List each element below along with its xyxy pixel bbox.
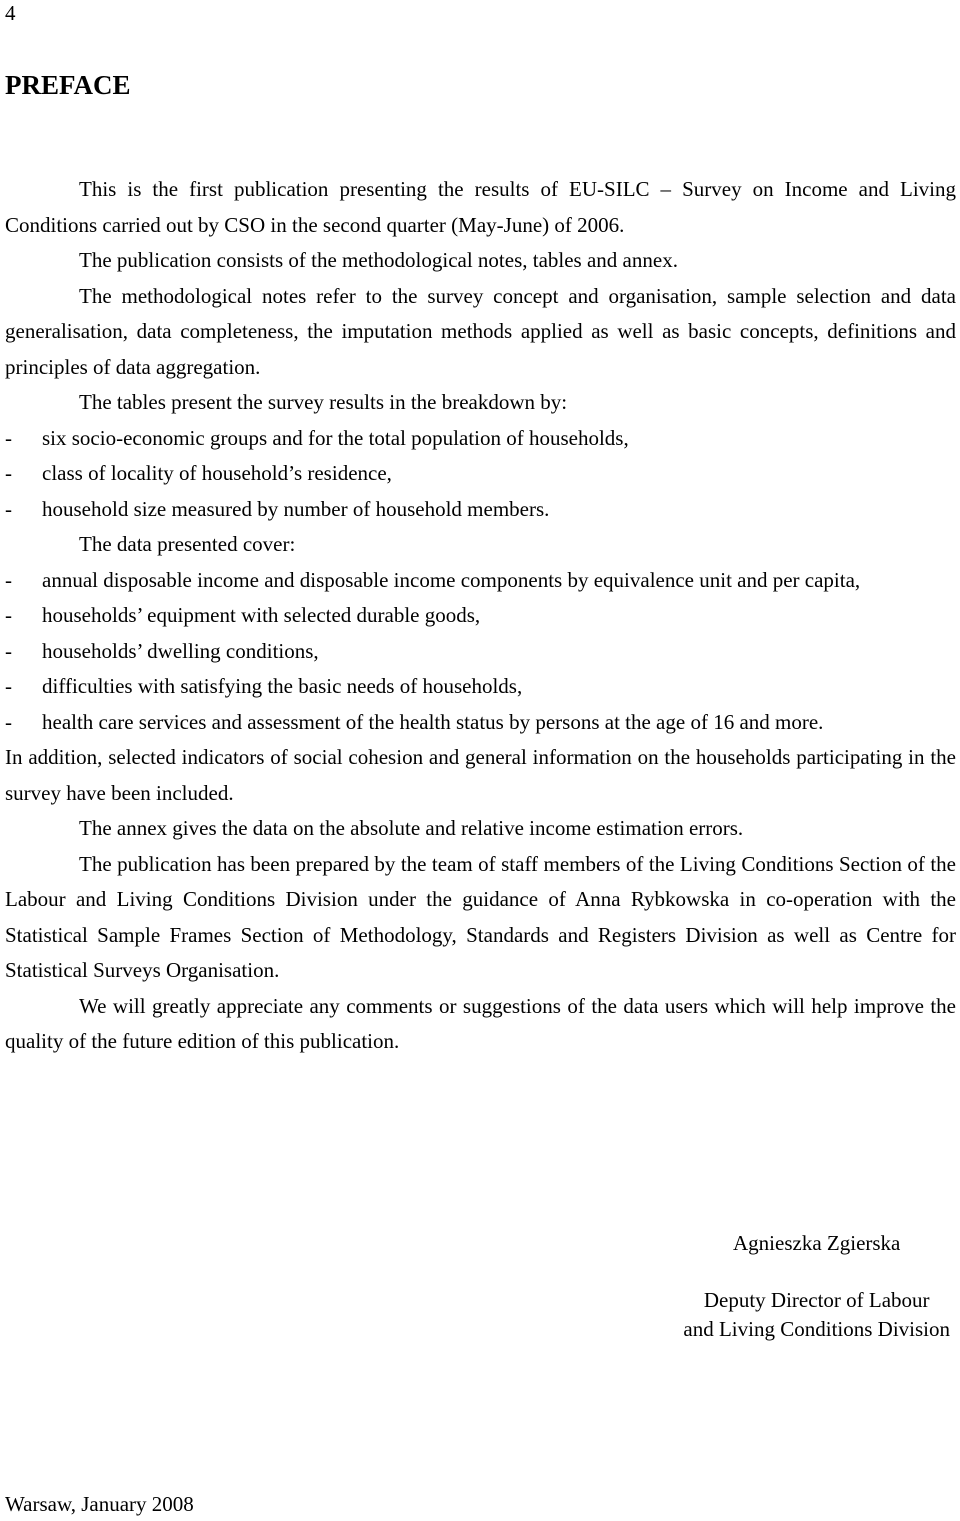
list-bullet: - <box>5 638 12 663</box>
list-item-text: class of locality of household’s residence, <box>42 461 392 485</box>
list-bullet: - <box>5 603 12 627</box>
list-item-text: households’ dwelling conditions, <box>42 638 319 663</box>
paragraph-additional-indicators: In addition, selected indicators of social cohesion and general information on the households participating in the survey have been included. <box>5 745 956 805</box>
paragraph-feedback: We will greatly appreciate any comments or suggestions of the data users which will help improve the quality of the future edition of this publication. <box>5 993 956 1053</box>
list-bullet: - <box>5 709 12 734</box>
list-item <box>5 456 956 492</box>
paragraph-contents: The publication consists of the methodological notes, tables and annex. <box>79 248 678 272</box>
list-item-text: health care services and assessment of the health status by persons at the age of 16 and more. <box>42 709 824 734</box>
list-item <box>5 421 956 457</box>
list-bullet: - <box>5 567 12 592</box>
paragraph-data-cover: The data presented cover: <box>79 532 296 556</box>
signatory-role-line-1: Deputy Director of Labour <box>703 1288 930 1312</box>
list-item <box>5 705 956 741</box>
breakdown-list <box>5 421 956 528</box>
list-item <box>5 598 956 634</box>
list-item-text: six socio-economic groups and for the total population of households, <box>42 425 629 450</box>
place-and-date: Warsaw, January 2008 <box>5 1492 194 1516</box>
list-item <box>5 492 956 528</box>
page-number: 4 <box>5 1 16 25</box>
list-item-text: annual disposable income and disposable income components by equivalence unit and per capita, <box>42 567 861 592</box>
list-item <box>5 563 956 599</box>
list-bullet: - <box>5 674 12 698</box>
page-title: PREFACE <box>5 70 131 100</box>
list-item <box>5 669 956 705</box>
list-item-text: difficulties with satisfying the basic needs of households, <box>42 674 523 698</box>
list-bullet: - <box>5 496 12 521</box>
paragraph-methodology: The methodological notes refer to the survey concept and organisation, sample selection and data generalisation, data completeness, the imputation methods applied as well as basic concepts, definitions and principles of data aggregation. <box>5 283 956 379</box>
list-item-text: households’ equipment with selected durable goods, <box>42 603 481 627</box>
paragraph-annex: The annex gives the data on the absolute and relative income estimation errors. <box>79 816 744 840</box>
list-item-text: household size measured by number of household members. <box>42 496 550 521</box>
paragraph-tables: The tables present the survey results in the breakdown by: <box>79 390 568 414</box>
list-bullet: - <box>5 425 12 450</box>
cover-list <box>5 563 956 741</box>
preface-body <box>5 172 956 1060</box>
signatory-role-line-2: and Living Conditions Division <box>683 1317 950 1341</box>
signatory-name: Agnieszka Zgierska <box>733 1231 901 1255</box>
list-item <box>5 634 956 670</box>
list-bullet: - <box>5 461 12 485</box>
paragraph-intro: This is the first publication presenting the results of EU-SILC – Survey on Income and Living Conditions carried out by CSO in the second quarter (May-June) of 2006. <box>5 177 956 237</box>
signature-block <box>683 1229 950 1344</box>
paragraph-acknowledgements: The publication has been prepared by the team of staff members of the Living Conditions Section of the Labour and Living Conditions Division under the guidance of Anna Rybkowska in co-operation with the Statistical Sample Frames Section of Methodology, Standards and Registers Division as well as Centre for Statistical Surveys Organisation. <box>5 851 956 982</box>
